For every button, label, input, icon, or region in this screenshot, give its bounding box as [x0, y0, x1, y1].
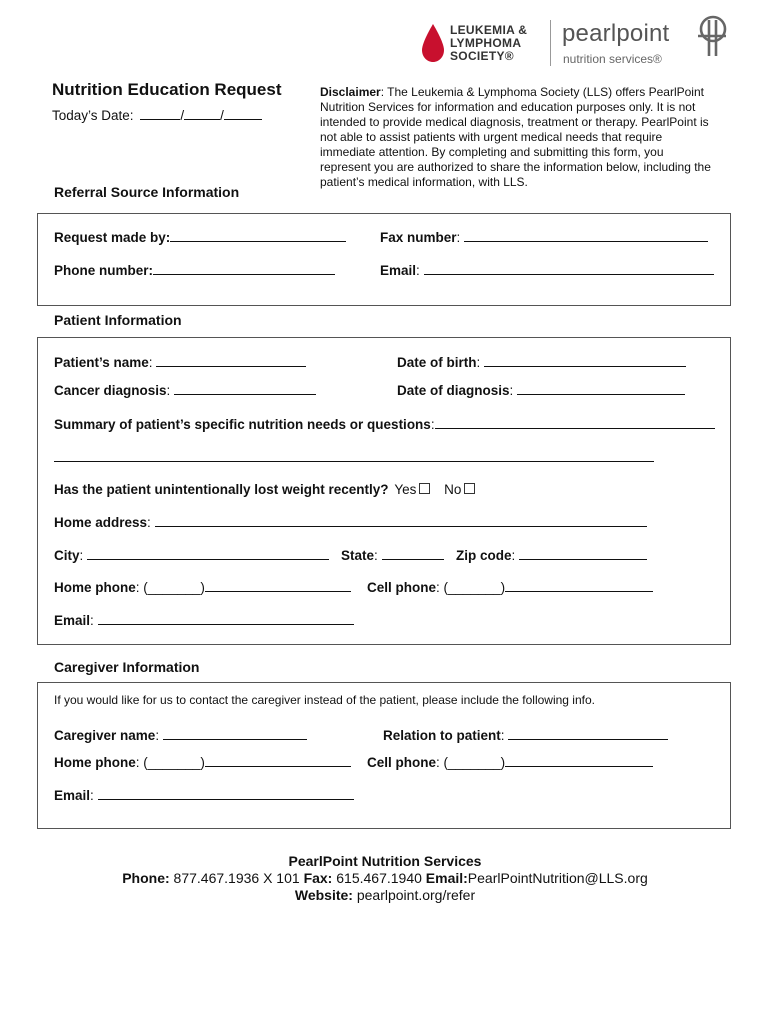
- caregiver-home-area-code[interactable]: (_______): [143, 755, 205, 770]
- referral-email-field[interactable]: [424, 262, 714, 275]
- footer-fax-value: 615.467.1940: [336, 870, 422, 886]
- patient-home-phone-row: Home phone: (_______): [54, 579, 351, 595]
- relation-row: Relation to patient:: [383, 727, 668, 743]
- disclaimer-text: : The Leukemia & Lymphoma Society (LLS) offers PearlPoint Nutrition Services for information and education purposes only. It is not intended to provide medical diagnosis, treatment or therapy. PearlPoint is not able to assist patients with urgent medical needs that require immediate attention. By completing and submitting this form, you represent you are authorized to share the information below, including the patient’s medical information, with LLS.: [320, 85, 711, 189]
- footer-phone-label: Phone:: [122, 870, 170, 886]
- date-of-diagnosis-label: Date of diagnosis: [397, 383, 510, 398]
- caregiver-email-label: Email: [54, 788, 91, 803]
- caregiver-intro: If you would like for us to contact the caregiver instead of the patient, please include the following info.: [54, 693, 595, 707]
- summary-field-line2[interactable]: [54, 461, 654, 462]
- caregiver-section-title: Caregiver Information: [54, 659, 200, 675]
- weight-yes-label: Yes: [394, 482, 417, 497]
- cancer-diagnosis-field[interactable]: [174, 382, 316, 395]
- referral-email-label: Email: [380, 263, 417, 278]
- disclaimer: [320, 85, 712, 190]
- patient-email-row: Email:: [54, 612, 354, 628]
- request-made-by-row: [54, 229, 346, 245]
- request-made-by-field[interactable]: [170, 229, 346, 242]
- footer-org: PearlPoint Nutrition Services: [288, 853, 482, 869]
- weight-no-checkbox[interactable]: [464, 483, 475, 494]
- referral-fax-field[interactable]: [464, 229, 708, 242]
- zip-field[interactable]: [519, 547, 647, 560]
- city-field[interactable]: [87, 547, 329, 560]
- referral-email-row: Email:: [380, 262, 714, 278]
- footer-email-label: Email:: [425, 870, 468, 886]
- cancer-diagnosis-label: Cancer diagnosis: [54, 383, 167, 398]
- patient-section-title: Patient Information: [54, 312, 182, 328]
- caregiver-name-field[interactable]: [163, 727, 307, 740]
- pearlpoint-logo: [562, 18, 737, 68]
- caregiver-name-row: Caregiver name:: [54, 727, 307, 743]
- zip-label: Zip code: [456, 548, 512, 563]
- summary-row: Summary of patient’s specific nutrition needs or questions:: [54, 416, 715, 432]
- caregiver-cell-area-code[interactable]: (_______): [443, 755, 506, 770]
- dob-field[interactable]: [484, 354, 686, 367]
- referral-phone-field[interactable]: [153, 262, 335, 275]
- patient-email-label: Email: [54, 613, 91, 628]
- patient-name-row: Patient’s name:: [54, 354, 306, 370]
- patient-name-label: Patient’s name: [54, 355, 149, 370]
- home-address-label: Home address: [54, 515, 148, 530]
- referral-box: [37, 213, 731, 306]
- relation-label: Relation to patient: [383, 728, 501, 743]
- caregiver-home-phone-field[interactable]: [205, 754, 351, 767]
- state-field[interactable]: [382, 547, 444, 560]
- referral-fax-row: Fax number:: [380, 229, 708, 245]
- lls-logo: [420, 22, 540, 68]
- logo-divider: [550, 20, 551, 66]
- lls-name-line1: LEUKEMIA &: [450, 23, 528, 37]
- lls-name-line3: SOCIETY®: [450, 49, 514, 63]
- date-of-diagnosis-row: Date of diagnosis:: [397, 382, 685, 398]
- city-row: City:: [54, 547, 329, 563]
- summary-field-line1[interactable]: [435, 416, 715, 429]
- weight-yes-checkbox[interactable]: [419, 483, 430, 494]
- referral-phone-label: Phone number:: [54, 263, 154, 278]
- footer-fax-label: Fax:: [303, 870, 333, 886]
- caregiver-home-phone-row: Home phone: (_______): [54, 754, 351, 770]
- zip-row: Zip code:: [456, 547, 647, 563]
- patient-email-field[interactable]: [98, 612, 354, 625]
- patient-cell-phone-label: Cell phone: [367, 580, 437, 595]
- date-month-field[interactable]: [140, 107, 180, 120]
- footer-phone-value: 877.467.1936 X 101: [173, 870, 300, 886]
- lls-name-line2: LYMPHOMA: [450, 36, 522, 50]
- patient-cell-phone-field[interactable]: [505, 579, 653, 592]
- blood-drop-icon: [420, 24, 446, 64]
- footer: [0, 853, 770, 904]
- disclaimer-label: Disclaimer: [320, 85, 381, 99]
- pearlpoint-mark-icon: [692, 14, 732, 58]
- caregiver-name-label: Caregiver name: [54, 728, 156, 743]
- caregiver-cell-phone-row: Cell phone: (_______): [367, 754, 653, 770]
- referral-section-title: Referral Source Information: [54, 184, 240, 200]
- state-row: State:: [341, 547, 444, 563]
- caregiver-email-field[interactable]: [98, 787, 354, 800]
- caregiver-email-row: Email:: [54, 787, 354, 803]
- footer-website-line: [0, 887, 770, 904]
- patient-cell-area-code[interactable]: (_______): [443, 580, 506, 595]
- referral-phone-row: [54, 262, 335, 278]
- weight-loss-row: [54, 482, 477, 497]
- footer-website-link[interactable]: pearlpoint.org/refer: [356, 887, 476, 903]
- footer-website-label: Website:: [294, 887, 353, 903]
- pearlpoint-subtitle: nutrition services®: [563, 52, 662, 66]
- weight-loss-question: Has the patient unintentionally lost weight recently?: [54, 482, 389, 497]
- request-made-by-label: Request made by:: [54, 230, 171, 245]
- summary-label: Summary of patient’s specific nutrition needs or questions: [54, 417, 431, 432]
- home-address-field[interactable]: [155, 514, 647, 527]
- patient-home-area-code[interactable]: (_______): [143, 580, 205, 595]
- date-day-field[interactable]: [184, 107, 220, 120]
- form-title: Nutrition Education Request: [52, 80, 282, 99]
- caregiver-cell-phone-field[interactable]: [505, 754, 653, 767]
- footer-email-link[interactable]: PearlPointNutrition@LLS.org: [467, 870, 648, 886]
- state-label: State: [341, 548, 375, 563]
- home-address-row: Home address:: [54, 514, 647, 530]
- todays-date-label: Today’s Date:: [52, 108, 134, 123]
- patient-cell-phone-row: Cell phone: (_______): [367, 579, 653, 595]
- cancer-diagnosis-row: Cancer diagnosis:: [54, 382, 316, 398]
- caregiver-home-phone-label: Home phone: [54, 755, 136, 770]
- date-year-field[interactable]: [224, 107, 262, 120]
- referral-fax-label: Fax number: [380, 230, 457, 245]
- relation-field[interactable]: [508, 727, 668, 740]
- todays-date-row: Today’s Date: / /: [52, 107, 262, 123]
- patient-home-phone-label: Home phone: [54, 580, 136, 595]
- city-label: City: [54, 548, 80, 563]
- dob-row: Date of birth:: [397, 354, 686, 370]
- caregiver-cell-phone-label: Cell phone: [367, 755, 437, 770]
- dob-label: Date of birth: [397, 355, 477, 370]
- pearlpoint-wordmark: pearlpoint: [562, 20, 670, 47]
- footer-contact-line: [0, 870, 770, 887]
- patient-name-field[interactable]: [156, 354, 306, 367]
- weight-no-label: No: [444, 482, 462, 497]
- patient-home-phone-field[interactable]: [205, 579, 351, 592]
- date-of-diagnosis-field[interactable]: [517, 382, 685, 395]
